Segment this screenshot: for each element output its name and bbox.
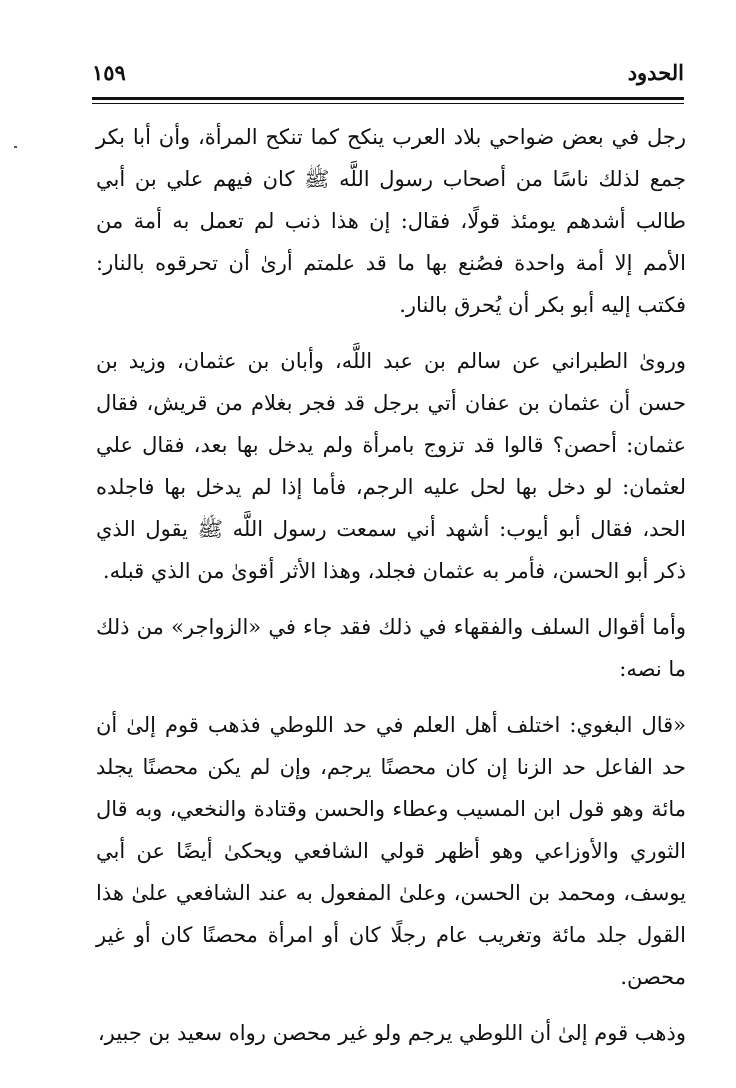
page-header xyxy=(92,58,684,92)
running-title: الحدود xyxy=(627,60,684,85)
page-number: ١٥٩ xyxy=(92,60,126,85)
header-rule-thin xyxy=(92,103,684,104)
header-rule-thick xyxy=(92,97,684,100)
paragraph-1: رجل في بعض ضواحي بلاد العرب ينكح كما تنكح المرأة، وأن أبا بكر جمع لذلك ناسًا من أصحاب رسول اللَّه ﷺ كان فيهم علي بن أبي طالب أشدهم يومئذ قولًا، فقال: إن هذا ذنب لم تعمل به أمة من الأمم إلا أمة واحدة فصُنع بها ما قد علمتم أرىٰ أن تحرقوه بالنار: فكتب إليه أبو بكر أن يُحرق بالنار. xyxy=(96,125,686,317)
paragraph-4: «قال البغوي: اختلف أهل العلم في حد اللوطي فذهب قوم إلىٰ أن حد الفاعل حد الزنا إن كان محصنًا يرجم، وإن لم يكن محصنًا يجلد مائة وهو قول ابن المسيب وعطاء والحسن وقتادة والنخعي، وبه قال الثوري والأوزاعي وهو أظهر قولي الشافعي ويحكىٰ أيضًا عن أبي يوسف، ومحمد بن الحسن، وعلىٰ المفعول به عند الشافعي علىٰ هذا القول جلد مائة وتغريب عام رجلًا كان أو امرأة محصنًا كان أو غير محصن. xyxy=(96,713,686,989)
body-text xyxy=(96,116,686,1054)
paragraph-5: وذهب قوم إلىٰ أن اللوطي يرجم ولو غير محصن رواه سعيد بن جبير، xyxy=(97,1021,686,1045)
margin-mark xyxy=(14,146,17,148)
paragraph-3: وأما أقوال السلف والفقهاء في ذلك فقد جاء في «الزواجر» من ذلك ما نصه: xyxy=(96,615,686,681)
paragraph-2: وروىٰ الطبراني عن سالم بن عبد اللَّه، وأبان بن عثمان، وزيد بن حسن أن عثمان بن عفان أتي برجل قد فجر بغلام من قريش، فقال عثمان: أحصن؟ قالوا قد تزوج بامرأة ولم يدخل بها بعد، فقال علي لعثمان: لو دخل بها لحل عليه الرجم، فأما إذا لم يدخل بها فاجلده الحد، فقال أبو أيوب: أشهد أني سمعت رسول اللَّه ﷺ يقول الذي ذكر أبو الحسن، فأمر به عثمان فجلد، وهذا الأثر أقوىٰ من الذي قبله. xyxy=(96,349,686,583)
